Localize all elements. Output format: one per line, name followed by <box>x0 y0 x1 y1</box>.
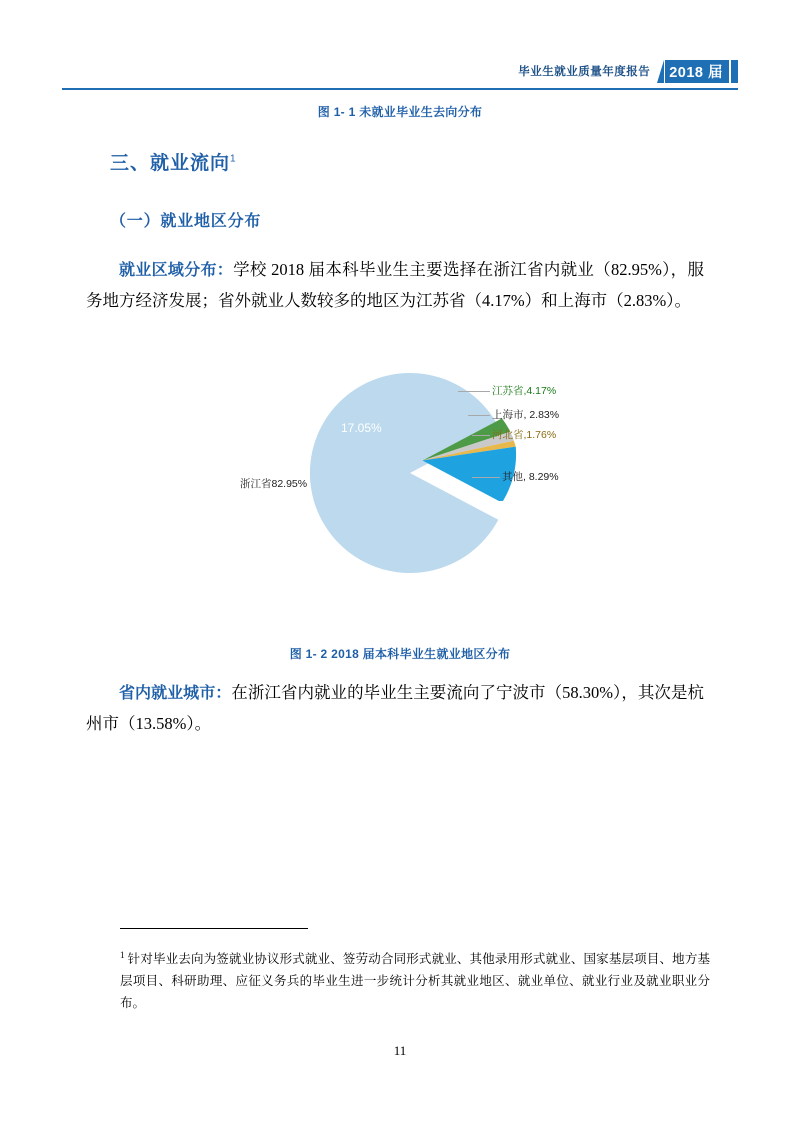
paragraph-province-cities <box>86 678 704 739</box>
page-header <box>62 58 738 92</box>
pie-label-shanghai: 上海市, 2.83% <box>492 409 560 421</box>
footnote-divider <box>120 928 308 929</box>
header-year-badge <box>657 60 729 83</box>
footnote-text: 针对毕业去向为签就业协议形式就业、签劳动合同形式就业、其他录用形式就业、国家基层项目、地方基层项目、科研助理、应征义务兵的毕业生进一步统计分析其就业地区、就业单位、就业行业及就业职业分布。 <box>120 952 710 1011</box>
subsection-heading: （一）就业地区分布 <box>110 213 262 230</box>
section-heading-text: 三、就业流向 <box>110 153 231 174</box>
footnote <box>120 944 710 1014</box>
pie-label-other: 其他, 8.29% <box>502 471 559 483</box>
employment-region-pie-chart <box>200 355 620 635</box>
leader-line-shanghai <box>468 415 490 416</box>
leader-line-other <box>472 477 500 478</box>
paragraph-2-text: 在浙江省内就业的毕业生主要流向了宁波市（58.30%），其次是杭州市（13.58%）。 <box>86 683 704 733</box>
pie-label-jiangsu: 江苏省,4.17% <box>492 385 557 397</box>
header-title: 毕业生就业质量年度报告 <box>518 66 651 78</box>
figure-1-1-caption: 图 1- 1 未就业毕业生去向分布 <box>317 105 483 119</box>
paragraph-1-text: 学校 2018 届本科毕业生主要选择在浙江省内就业（82.95%），服务地方经济发展；省外就业人数较多的地区为江苏省（4.17%）和上海市（2.83%）。 <box>86 260 704 310</box>
footnote-marker: 1 <box>120 950 125 960</box>
badge-slash-icon <box>657 60 664 83</box>
page-number: 11 <box>393 1043 407 1058</box>
paragraph-1-label: 就业区域分布： <box>119 262 234 279</box>
pie-chart-graphic <box>240 373 510 573</box>
paragraph-2-label: 省内就业城市： <box>119 685 232 702</box>
badge-tail-bar <box>731 60 738 83</box>
figure-1-2-caption: 图 1- 2 2018 届本科毕业生就业地区分布 <box>289 647 511 661</box>
pie-label-exploded-total: 17.05% <box>341 421 382 435</box>
section-heading <box>110 148 237 175</box>
leader-line-jiangsu <box>458 391 490 392</box>
leader-line-hebei <box>472 435 490 436</box>
pie-exploded-group <box>413 411 531 501</box>
badge-year-label: 2018 届 <box>665 60 729 83</box>
paragraph-employment-region <box>86 255 704 316</box>
pie-label-zhejiang: 浙江省82.95% <box>240 478 308 490</box>
pie-label-hebei: 河北省,1.76% <box>492 429 557 441</box>
section-footnote-marker: 1 <box>230 153 237 165</box>
header-divider <box>62 88 738 90</box>
